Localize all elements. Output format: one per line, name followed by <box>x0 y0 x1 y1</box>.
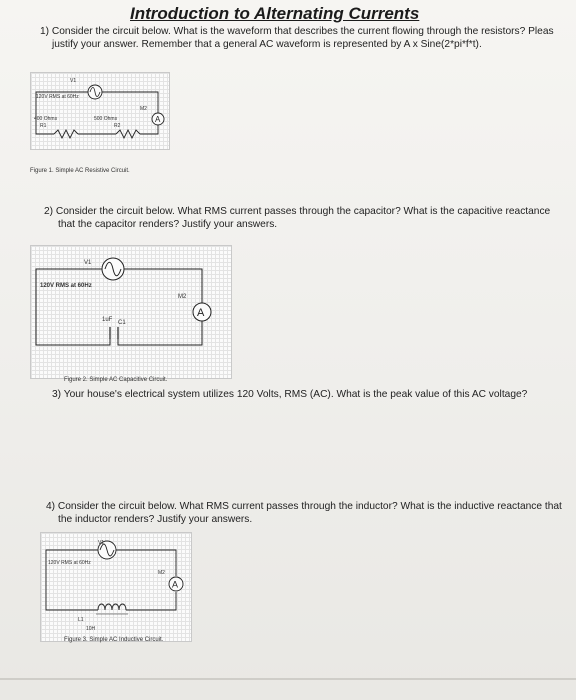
page-bottom-edge <box>0 678 576 680</box>
ammeter-icon <box>193 303 211 321</box>
circuit-2-meter-name: M2 <box>178 294 187 300</box>
circuit-3-source-value: 120V RMS at 60Hz <box>48 560 91 566</box>
question-4 <box>46 500 566 526</box>
circuit-1-r2-value: 500 Ohms <box>94 116 118 122</box>
capacitor-icon <box>110 327 118 339</box>
circuit-1-wiring <box>30 72 168 148</box>
question-2-line-1: 2) Consider the circuit below. What RMS current passes through the capacitor? What is the capacitive reactance <box>44 206 551 217</box>
figure-1-caption: Figure 1. Simple AC Resistive Circuit. <box>30 168 130 174</box>
question-1-line-2: justify your answer. Remember that a general AC waveform is represented by A x Sine(2*pi*f*t). <box>52 39 482 50</box>
inductor-icon <box>98 604 126 610</box>
svg-text:A: A <box>155 115 161 124</box>
circuit-3-ind-value: 10H <box>86 626 96 632</box>
circuit-3-ind-name: L1 <box>78 617 84 623</box>
circuit-1-source-name: V1 <box>70 78 77 84</box>
circuit-2-wiring <box>30 245 230 377</box>
question-4-line-1: 4) Consider the circuit below. What RMS current passes through the inductor? What is the inductive reactance that <box>46 501 562 512</box>
circuit-3-meter-name: M2 <box>158 570 165 576</box>
resistor-r1-icon <box>54 130 78 138</box>
question-1 <box>40 25 576 51</box>
question-4-line-2: the inductor renders? Justify your answers. <box>58 514 253 525</box>
circuit-3-wiring <box>40 532 190 640</box>
figure-3-caption: Figure 3. Simple AC Inductive Circuit. <box>64 637 164 643</box>
resistor-r2-icon <box>116 130 140 138</box>
ac-source-icon <box>102 258 124 280</box>
circuit-2-cap-value: 1uF <box>102 317 113 323</box>
figure-2-caption: Figure 2. Simple AC Capacitive Circuit. <box>64 377 168 383</box>
ammeter-icon <box>169 577 183 591</box>
circuit-2-source-value: 120V RMS at 60Hz <box>40 283 92 289</box>
circuit-3-source-name: V1 <box>98 540 105 546</box>
question-3-line-1: 3) Your house's electrical system utilizes 120 Volts, RMS (AC). What is the peak value of this AC voltage? <box>52 389 528 400</box>
circuit-1-r2-name: R2 <box>114 123 121 129</box>
page-title: Introduction to Alternating Currents <box>130 4 420 23</box>
question-3 <box>52 388 552 401</box>
circuit-1-source-value: 120V RMS at 60Hz <box>36 94 79 100</box>
ac-source-icon <box>88 85 102 99</box>
circuit-1-meter-name: M2 <box>140 106 147 112</box>
circuit-2-source-name: V1 <box>84 260 92 266</box>
question-2-line-2: that the capacitor renders? Justify your answers. <box>58 219 278 230</box>
svg-text:A: A <box>172 579 179 590</box>
circuit-1-r1-value: 400 Ohms <box>34 116 58 122</box>
ammeter-icon <box>152 113 164 125</box>
circuit-1-r1-name: R1 <box>40 123 47 129</box>
svg-text:A: A <box>197 307 205 319</box>
question-1-line-1: 1) Consider the circuit below. What is the waveform that describes the current flowing through the resistors? Pleas <box>40 26 554 37</box>
question-2 <box>44 205 551 231</box>
circuit-2-cap-name: C1 <box>118 320 126 326</box>
